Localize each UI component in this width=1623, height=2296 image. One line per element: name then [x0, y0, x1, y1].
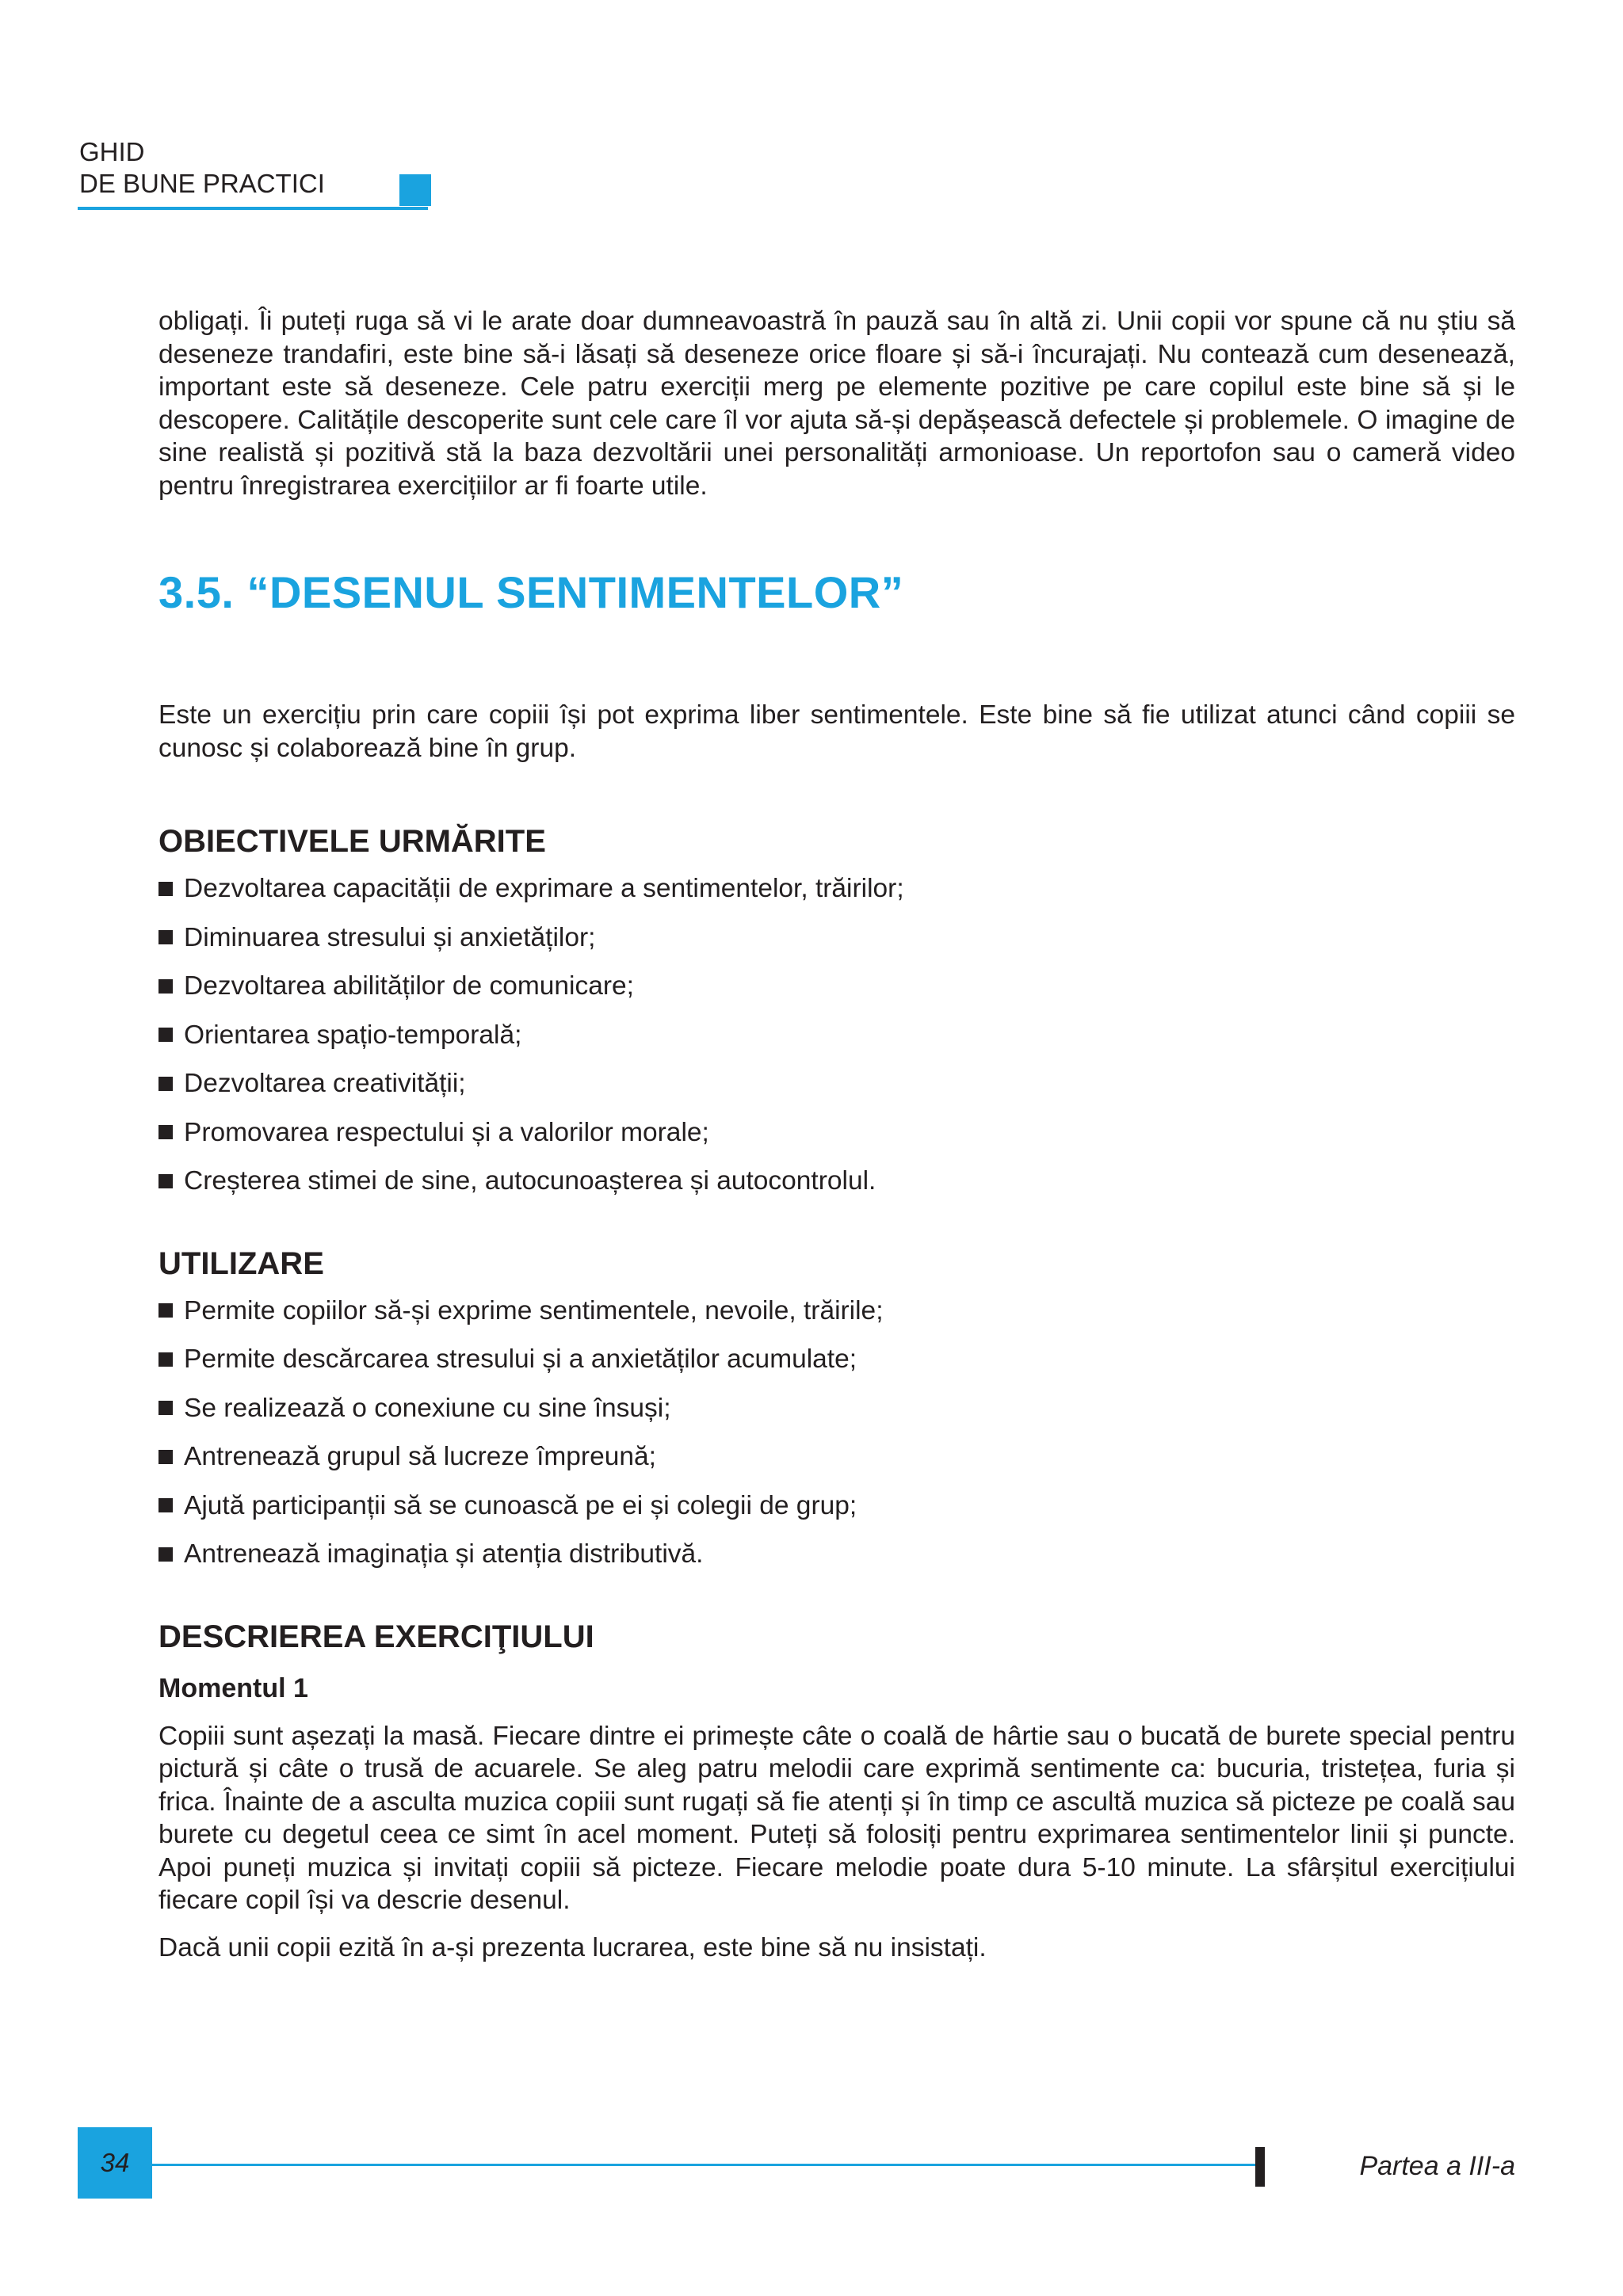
closing-paragraph: Dacă unii copii ezită în a-și prezenta lucrarea, este bine să nu insistați.: [158, 1932, 987, 1962]
list-item: Promovarea respectului și a valorilor morale;: [158, 1116, 1515, 1150]
moment-title: Momentul 1: [158, 1672, 308, 1703]
bullet-square-icon: [158, 1498, 173, 1512]
footer-part-label: Partea a III-a: [1359, 2151, 1515, 2181]
bullet-square-icon: [158, 1450, 173, 1464]
bullet-square-icon: [158, 1401, 173, 1415]
list-item: Permite copiilor să-și exprime sentimentele, nevoile, trăirile;: [158, 1295, 1515, 1328]
moment-paragraph: Copiii sunt așezați la masă. Fiecare dintre ei primește câte o coală de hârtie sau o bucată de burete special pentru pictură și câte o trusă de acuarele. Se aleg patru melodii care exprimă sentimente ca: bucuria, tristețea, furia și frica. Înainte de a asculta muzica copiii sunt rugați să fie atenți și în timp ce ascultă muzica să picteze pe coală sau burete cu degetul ceea ce simt în acel moment. Puteți să folosiți pentru exprimarea sentimentelor linii și puncte. Apoi puneți muzica și invitați copiii să picteze. Fiecare melodie poate dura 5-10 minute. La sfârșitul exercițiului fiecare copil își va descrie desenul.: [158, 1721, 1515, 1915]
bullet-square-icon: [158, 1547, 173, 1562]
intro-paragraph: obligați. Îi puteți ruga să vi le arate doar dumneavoastră în pauză sau în altă zi. Unii copii vor spune că nu știu să deseneze trandafiri, este bine să-i lăsați să deseneze orice floare și să-i încurajați. Nu contează cum desenează, important este să deseneze. Cele patru exerciții merg pe elemente pozitive pe care copilul este bine să și le descopere. Calitățile descoperite sunt cele care îl vor ajuta să-și depășească defectele și problemele. O imagine de sine realistă și pozitivă stă la baza dezvoltării unei personalități armonioase. Un reportofon sau o cameră video pentru înregistrarea exercițiilor ar fi foarte utile.: [158, 307, 1515, 501]
description-heading: DESCRIEREA EXERCIŢIULUI: [158, 1619, 594, 1654]
bullet-square-icon: [158, 1303, 173, 1318]
usage-list: [158, 1295, 1515, 1571]
bullet-square-icon: [158, 1352, 173, 1367]
list-item: Dezvoltarea creativității;: [158, 1067, 1515, 1100]
usage-heading: UTILIZARE: [158, 1245, 324, 1281]
bullet-square-icon: [158, 1174, 173, 1188]
bullet-square-icon: [158, 1077, 173, 1091]
section-intro: Este un exercițiu prin care copiii își pot exprima liber sentimentele. Este bine să fie utilizat atunci când copiii se cunosc și colaborează bine în grup.: [158, 700, 1515, 763]
list-item: Antrenează imaginația și atenția distributivă.: [158, 1538, 1515, 1571]
footer-bar-marker: [1255, 2147, 1265, 2187]
bullet-square-icon: [158, 882, 173, 896]
list-item: Se realizează o conexiune cu sine însuși;: [158, 1392, 1515, 1425]
header-accent-square: [399, 174, 431, 206]
list-item: Diminuarea stresului și anxietăților;: [158, 921, 1515, 955]
page-number: 34: [100, 2148, 130, 2177]
objectives-list: [158, 872, 1515, 1198]
header-title-line2: DE BUNE PRACTICI: [79, 169, 325, 198]
header-title-line1: GHID: [79, 137, 145, 166]
list-item: Ajută participanții să se cunoască pe ei și colegii de grup;: [158, 1489, 1515, 1523]
running-header: [79, 136, 325, 200]
list-item: Orientarea spațio-temporală;: [158, 1019, 1515, 1052]
list-item: Antrenează grupul să lucreze împreună;: [158, 1440, 1515, 1474]
bullet-square-icon: [158, 930, 173, 944]
bullet-square-icon: [158, 1125, 173, 1139]
list-item: Permite descărcarea stresului și a anxietăților acumulate;: [158, 1343, 1515, 1376]
bullet-square-icon: [158, 1028, 173, 1042]
footer-rule: [152, 2164, 1255, 2166]
section-title: 3.5. “DESENUL SENTIMENTELOR”: [158, 567, 904, 617]
list-item: Dezvoltarea capacității de exprimare a sentimentelor, trăirilor;: [158, 872, 1515, 906]
list-item: Dezvoltarea abilităților de comunicare;: [158, 970, 1515, 1003]
bullet-square-icon: [158, 979, 173, 994]
list-item: Creșterea stimei de sine, autocunoașterea și autocontrolul.: [158, 1165, 1515, 1198]
header-rule: [78, 207, 428, 210]
page-content: [158, 305, 1515, 1964]
objectives-heading: OBIECTIVELE URMĂRITE: [158, 824, 546, 859]
